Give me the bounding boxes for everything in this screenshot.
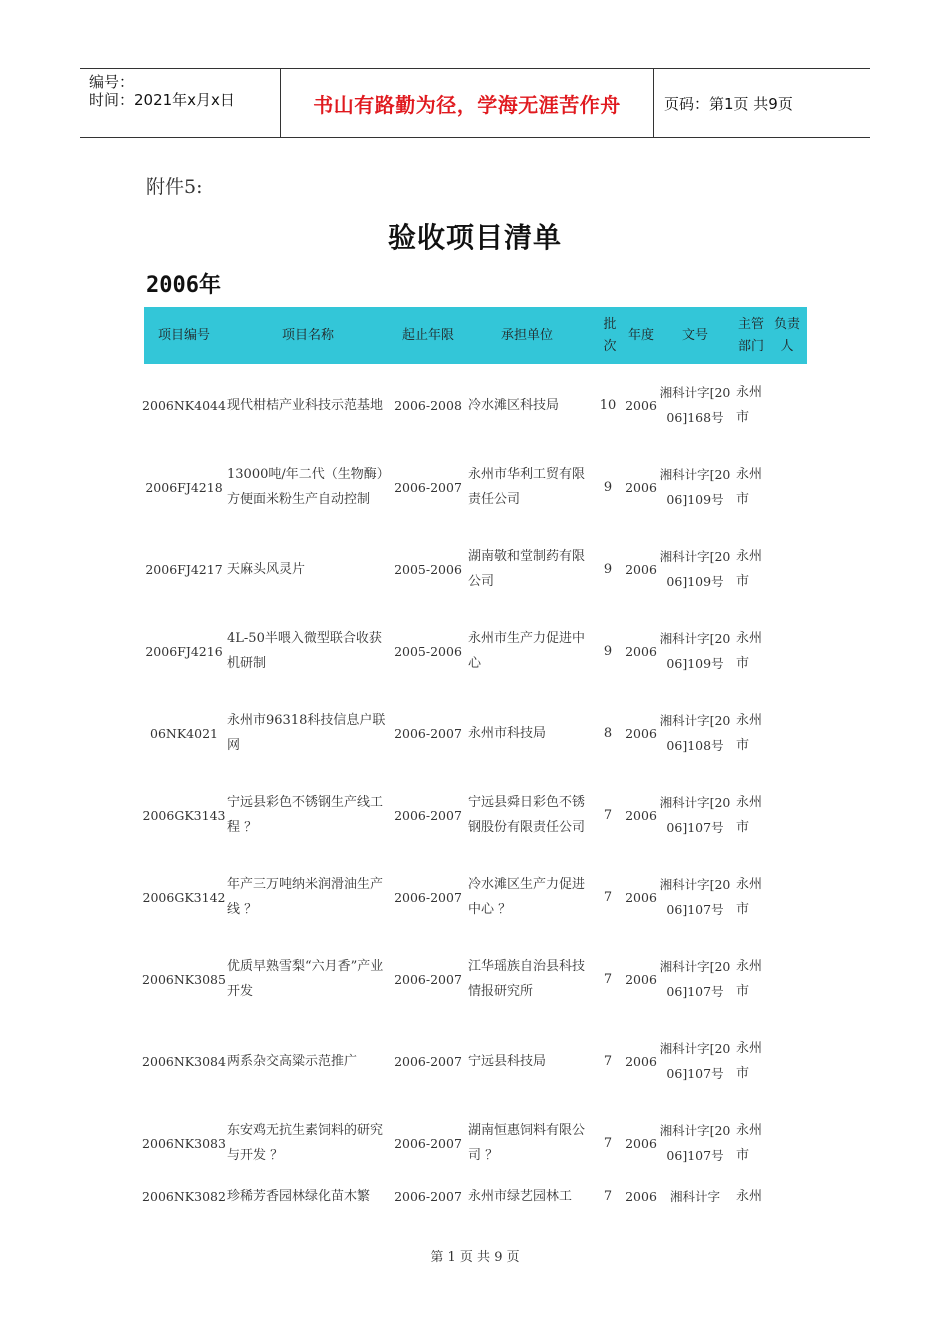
cell-year: 2006 bbox=[625, 479, 657, 495]
cell-doc: 湘科计字[2006]109号 bbox=[659, 549, 731, 589]
header-motto-box bbox=[281, 69, 654, 137]
cell-code: 2006GK3142 bbox=[142, 889, 226, 905]
page-header bbox=[80, 68, 870, 138]
cell-dept: 永州市 bbox=[736, 385, 763, 425]
cell-name: 宁远县彩色不锈钢生产线工程 ？ bbox=[227, 795, 384, 835]
table-body bbox=[144, 364, 807, 1224]
cell-resp bbox=[770, 610, 804, 692]
cell-code: 2006NK3083 bbox=[142, 1135, 226, 1151]
cell-batch: 7 bbox=[603, 807, 613, 823]
header-unit: 承担单位 bbox=[500, 327, 553, 343]
cell-period: 2006-2007 bbox=[394, 479, 462, 495]
cell-name: 珍稀芳香园林绿化苗木繁 bbox=[227, 1189, 371, 1204]
cell-name: 13000吨/年二代（生物酶）方便面米粉生产自动控制 bbox=[227, 467, 384, 507]
cell-batch: 7 bbox=[603, 1053, 613, 1069]
cell-unit: 冷水滩区生产力促进中心 ？ bbox=[468, 877, 586, 917]
header-code: 项目编号 bbox=[157, 327, 210, 343]
cell-year: 2006 bbox=[625, 1135, 657, 1151]
table-row bbox=[144, 610, 807, 692]
cell-unit: 宁远县科技局 bbox=[468, 1053, 547, 1069]
cell-period: 2006-2007 bbox=[394, 1189, 462, 1204]
cell-dept: 永州市 bbox=[736, 877, 763, 917]
cell-dept: 永州市 bbox=[736, 549, 763, 589]
cell-doc: 湘科计字[2006]107号 bbox=[659, 877, 731, 917]
header-name: 项目名称 bbox=[281, 327, 334, 343]
time-label: 时间：2021年x月x日 bbox=[89, 91, 235, 109]
header-meta bbox=[80, 69, 281, 137]
cell-resp bbox=[770, 364, 804, 446]
page-footer: 第 1 页 共 9 页 bbox=[430, 1250, 520, 1265]
cell-name: 天麻头风灵片 bbox=[227, 561, 306, 577]
cell-doc: 湘科计字[2006]107号 bbox=[659, 1041, 731, 1081]
cell-year: 2006 bbox=[625, 561, 657, 577]
cell-name: 4L-50半喂入微型联合收获机研制 bbox=[227, 631, 382, 671]
cell-period: 2006-2007 bbox=[394, 807, 462, 823]
cell-year: 2006 bbox=[625, 889, 657, 905]
project-table bbox=[144, 307, 807, 1224]
header-doc: 文号 bbox=[681, 327, 708, 343]
cell-name: 东安鸡无抗生素饲料的研究与开发 ？ bbox=[227, 1123, 384, 1163]
header-period: 起止年限 bbox=[401, 327, 454, 343]
cell-doc: 湘科计字 bbox=[669, 1189, 720, 1204]
header-motto: 书山有路勤为径，学海无涯苦作舟 bbox=[313, 92, 621, 117]
cell-code: 2006FJ4216 bbox=[145, 643, 223, 659]
cell-batch: 9 bbox=[603, 479, 613, 495]
cell-code: 2006GK3143 bbox=[142, 807, 226, 823]
table-row bbox=[144, 364, 807, 446]
cell-unit: 永州市绿艺园林工 bbox=[468, 1189, 573, 1204]
table-row bbox=[144, 774, 807, 856]
cell-doc: 湘科计字[2006]108号 bbox=[659, 713, 731, 753]
table-row bbox=[144, 1020, 807, 1102]
cell-resp bbox=[770, 528, 804, 610]
cell-period: 2006-2007 bbox=[394, 889, 462, 905]
cell-name: 现代柑桔产业科技示范基地 bbox=[227, 397, 384, 413]
cell-dept: 永州市 bbox=[736, 713, 763, 753]
cell-code: 2006FJ4217 bbox=[145, 561, 223, 577]
header-dept: 主管部门 bbox=[737, 316, 764, 354]
cell-resp bbox=[770, 774, 804, 856]
cell-unit: 永州市华利工贸有限责任公司 bbox=[468, 467, 586, 507]
cell-doc: 湘科计字[2006]109号 bbox=[659, 631, 731, 671]
cell-year: 2006 bbox=[625, 971, 657, 987]
header-resp: 负责人 bbox=[773, 316, 800, 354]
table-row bbox=[144, 938, 807, 1020]
cell-batch: 7 bbox=[603, 971, 613, 987]
cell-batch: 7 bbox=[603, 1189, 613, 1204]
table-row bbox=[144, 856, 807, 938]
cell-batch: 7 bbox=[603, 889, 613, 905]
cell-doc: 湘科计字[2006]107号 bbox=[659, 795, 731, 835]
cell-code: 2006NK3084 bbox=[142, 1053, 226, 1069]
cell-resp bbox=[770, 692, 804, 774]
cell-dept: 永州市 bbox=[736, 1041, 763, 1081]
cell-batch: 7 bbox=[603, 1135, 613, 1151]
cell-code: 2006NK3085 bbox=[142, 971, 226, 987]
cell-period: 2005-2006 bbox=[394, 643, 462, 659]
cell-period: 2006-2007 bbox=[394, 1135, 462, 1151]
cell-dept: 永州 bbox=[736, 1189, 763, 1204]
table-row bbox=[144, 1102, 807, 1184]
cell-year: 2006 bbox=[625, 725, 657, 741]
cell-period: 2006-2007 bbox=[394, 725, 462, 741]
table-row bbox=[144, 528, 807, 610]
table-row bbox=[144, 1184, 807, 1224]
cell-resp bbox=[770, 1020, 804, 1102]
cell-period: 2006-2007 bbox=[394, 1053, 462, 1069]
cell-batch: 9 bbox=[603, 643, 613, 659]
cell-year: 2006 bbox=[625, 807, 657, 823]
cell-period: 2006-2007 bbox=[394, 971, 462, 987]
cell-doc: 湘科计字[2006]168号 bbox=[659, 385, 731, 425]
cell-code: 06NK4021 bbox=[150, 725, 218, 741]
cell-batch: 8 bbox=[603, 725, 613, 741]
cell-resp bbox=[770, 446, 804, 528]
cell-code: 2006NK4044 bbox=[142, 397, 226, 413]
cell-dept: 永州市 bbox=[736, 795, 763, 835]
cell-resp bbox=[770, 938, 804, 1020]
cell-unit: 湖南恒惠饲料有限公司 ？ bbox=[468, 1123, 586, 1163]
table-row bbox=[144, 692, 807, 774]
cell-unit: 永州市生产力促进中心 bbox=[468, 631, 586, 671]
year-heading: 2006年 bbox=[146, 273, 221, 298]
cell-doc: 湘科计字[2006]107号 bbox=[659, 959, 731, 999]
cell-resp bbox=[770, 1102, 804, 1184]
cell-dept: 永州市 bbox=[736, 631, 763, 671]
cell-dept: 永州市 bbox=[736, 467, 763, 507]
cell-year: 2006 bbox=[625, 643, 657, 659]
cell-period: 2005-2006 bbox=[394, 561, 462, 577]
cell-unit: 宁远县舜日彩色不锈钢股份有限责任公司 bbox=[468, 795, 586, 835]
cell-name: 两系杂交高粱示范推广 bbox=[227, 1053, 358, 1069]
cell-dept: 永州市 bbox=[736, 1123, 763, 1163]
cell-name: 年产三万吨纳米润滑油生产线 ？ bbox=[227, 877, 384, 917]
cell-dept: 永州市 bbox=[736, 959, 763, 999]
cell-year: 2006 bbox=[625, 397, 657, 413]
header-page-label: 页码：第1页 共9页 bbox=[664, 94, 793, 113]
cell-year: 2006 bbox=[625, 1053, 657, 1069]
cell-period: 2006-2008 bbox=[394, 397, 462, 413]
cell-resp bbox=[770, 856, 804, 938]
table-row bbox=[144, 446, 807, 528]
cell-unit: 永州市科技局 bbox=[468, 725, 547, 741]
cell-unit: 江华瑶族自治县科技情报研究所 bbox=[468, 959, 586, 999]
cell-name: 优质早熟雪梨“六月香”产业开发 bbox=[227, 959, 384, 999]
cell-name: 永州市96318科技信息户联网 bbox=[227, 713, 386, 753]
cell-unit: 冷水滩区科技局 bbox=[468, 397, 560, 413]
attachment-label: 附件5: bbox=[146, 176, 203, 198]
header-year: 年度 bbox=[627, 327, 654, 343]
cell-resp bbox=[770, 1184, 804, 1224]
cell-doc: 湘科计字[2006]109号 bbox=[659, 467, 731, 507]
number-label: 编号： bbox=[89, 73, 135, 91]
header-batch: 批次 bbox=[603, 316, 617, 354]
table-header bbox=[144, 307, 807, 364]
cell-batch: 10 bbox=[599, 397, 617, 413]
cell-batch: 9 bbox=[603, 561, 613, 577]
document-title: 验收项目清单 bbox=[387, 221, 562, 254]
cell-doc: 湘科计字[2006]107号 bbox=[659, 1123, 731, 1163]
cell-unit: 湖南敬和堂制药有限公司 bbox=[468, 549, 586, 589]
cell-code: 2006NK3082 bbox=[142, 1189, 226, 1204]
cell-code: 2006FJ4218 bbox=[145, 479, 223, 495]
cell-year: 2006 bbox=[625, 1189, 657, 1204]
